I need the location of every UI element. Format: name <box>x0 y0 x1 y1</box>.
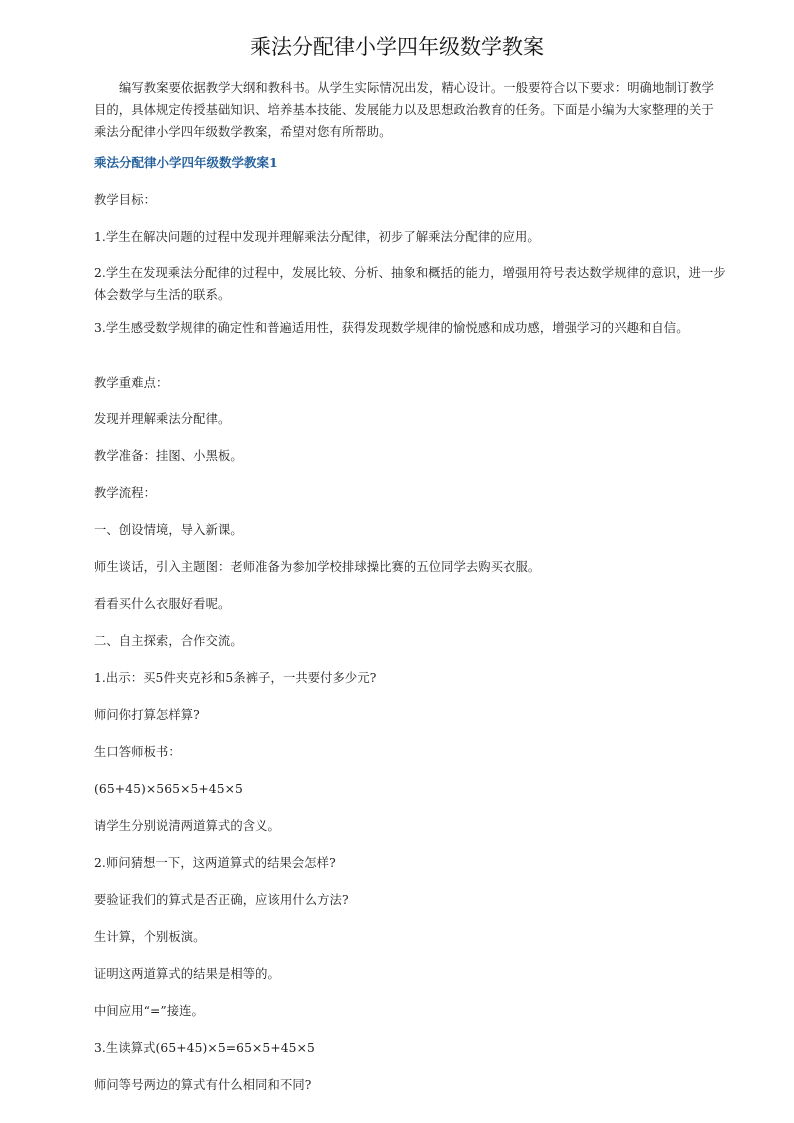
paragraph-formula: (65+45)×565×5+45×5 <box>94 782 243 796</box>
paragraph-verify: 要验证我们的算式是否正确，应该用什么方法? <box>94 893 349 907</box>
paragraph-teaching-goals-label: 教学目标： <box>94 193 156 207</box>
paragraph-guess: 2.师问猜想一下，这两道算式的结果会怎样? <box>94 856 336 870</box>
paragraph-process-label: 教学流程： <box>94 486 156 500</box>
paragraph-step-two: 二、自主探索，合作交流。 <box>94 634 243 648</box>
paragraph-student-answer: 生口答师板书： <box>94 745 181 759</box>
paragraph-goal-3: 3.学生感受数学规律的确定性和普遍适用性，获得发现数学规律的愉悦感和成功感，增强学习的兴趣和自信。 <box>94 321 689 335</box>
paragraph-calculate: 生计算，个别板演。 <box>94 930 206 944</box>
page-title: 乘法分配律小学四年级数学教案 <box>250 35 544 59</box>
paragraph-goal-2: 2.学生在发现乘法分配律的过程中，发展比较、分析、抽象和概括的能力，增强用符号表达数学规律的意识，进一步体会数学与生活的联系。 <box>94 266 726 302</box>
paragraph-problem: 1.出示：买5件夹克衫和5条裤子，一共要付多少元? <box>94 671 377 685</box>
paragraph-clothes: 看看买什么衣服好看呢。 <box>94 597 231 611</box>
paragraph-key-points: 发现并理解乘法分配律。 <box>94 412 231 426</box>
paragraph-goal-1: 1.学生在解决问题的过程中发现并理解乘法分配律，初步了解乘法分配律的应用。 <box>94 230 540 244</box>
paragraph-connect: 中间应用“=”接连。 <box>94 1004 204 1018</box>
paragraph-compare: 师问等号两边的算式有什么相同和不同? <box>94 1078 312 1092</box>
section-heading: 乘法分配律小学四年级数学教案1 <box>94 155 278 170</box>
paragraph-preparation: 教学准备：挂图、小黑板。 <box>94 449 243 463</box>
paragraph-step-one: 一、创设情境，导入新课。 <box>94 523 243 537</box>
paragraph-key-points-label: 教学重难点： <box>94 376 169 390</box>
intro-paragraph: 编写教案要依据教学大纲和教科书。从学生实际情况出发，精心设计。一般要符合以下要求：明确地制订教学目的，具体规定传授基础知识、培养基本技能、发展能力以及思想政治教育的任务。下面是小编为大家整理的关于乘法分配律小学四年级数学教案，希望对您有所帮助。 <box>94 81 715 139</box>
paragraph-proof: 证明这两道算式的结果是相等的。 <box>94 967 280 981</box>
paragraph-teacher-question: 师问你打算怎样算? <box>94 708 200 722</box>
paragraph-explain: 请学生分别说清两道算式的含义。 <box>94 819 280 833</box>
paragraph-dialogue: 师生谈话，引入主题图：老师准备为参加学校排球操比赛的五位同学去购买衣服。 <box>94 560 541 574</box>
paragraph-read-formula: 3.生读算式(65+45)×5=65×5+45×5 <box>94 1041 315 1055</box>
